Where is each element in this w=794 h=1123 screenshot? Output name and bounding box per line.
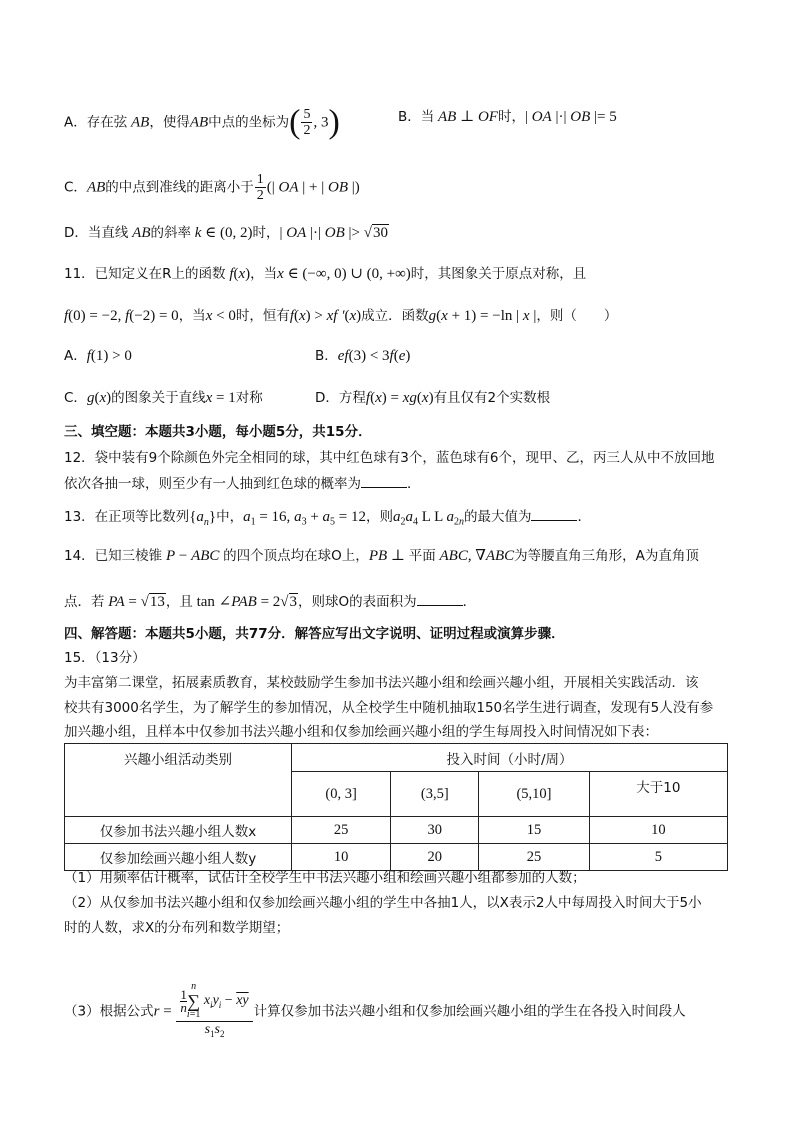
q14-line2: 点．若 PA = √13，且 tan ∠PAB = 2√3，则球O的表面积为 ． xyxy=(64,591,476,612)
table-cell: 15 xyxy=(479,817,589,844)
q11-option-d: D．方程f(x) = xg(x)有且仅有2个实数根 xyxy=(315,390,551,406)
table-cell: 25 xyxy=(292,817,391,844)
table-cell: 10 xyxy=(292,844,391,871)
table-row xyxy=(65,817,728,844)
q15-sub-1: （1）用频率估计概率，试估计全校学生中书法兴趣小组和绘画兴趣小组都参加的人数； xyxy=(64,870,586,886)
correlation-formula: $\frac{1}{n}$ n ∑ i=1 $x_iy_i - \overline{xy}$ $s_1s_2$ xyxy=(176,981,252,1042)
q10-option-c: C．AB的中点到准线的距离小于 $\frac{1}{2}$ (| OA | + | OB |) xyxy=(64,172,360,203)
q11-option-b: B．ef(3) < 3f(e) xyxy=(315,348,411,364)
table-group-header: 投入时间（小时/周） xyxy=(292,744,728,772)
table-row-label: 仅参加绘画兴趣小组人数y xyxy=(65,844,292,871)
section-4-heading: 四、解答题：本题共5小题，共77分．解答应写出文字说明、证明过程或演算步骤． xyxy=(64,626,565,642)
table-cell: 5 xyxy=(589,844,727,871)
table-col-header: 大于10 xyxy=(589,772,727,817)
q15-para-3: 加兴趣小组，且样本中仅参加书法兴趣小组和仅参加绘画兴趣小组的学生每周投入时间情况如下表： xyxy=(64,724,658,740)
q15-para-2: 校共有3000名学生，为了解学生的参加情况，从全校学生中随机抽取150名学生进行调查，发现有5人没有参 xyxy=(64,700,714,716)
answer-blank xyxy=(531,506,577,521)
section-3-heading: 三、填空题：本题共3小题，每小题5分，共15分． xyxy=(64,424,372,440)
table-col-header: (3,5] xyxy=(391,772,479,817)
table-cell: 25 xyxy=(479,844,589,871)
q11-line2: f(0) = −2, f(−2) = 0，当x < 0时，恒有f(x) > xf ′(x)成立．函数g(x + 1) = −ln | x |，则（ ） xyxy=(64,308,618,324)
q11-option-c: C．g(x)的图象关于直线x = 1对称 xyxy=(64,390,263,406)
q15-sub-2b: 时的人数，求X的分布列和数学期望； xyxy=(64,920,290,936)
q15-heading: 15．（13分） xyxy=(64,650,146,666)
q15-para-1: 为丰富第二课堂，拓展素质教育，某校鼓励学生参加书法兴趣小组和绘画兴趣小组，开展相关实践活动．该 xyxy=(64,675,699,691)
table-row-label: 仅参加书法兴趣小组人数x xyxy=(65,817,292,844)
q10-option-d: D．当直线 AB的斜率 k ∈ (0, 2)时，| OA |·| OB |> √30 xyxy=(64,225,388,241)
table-cell: 10 xyxy=(589,817,727,844)
table-col-header: (5,10] xyxy=(479,772,589,817)
table-cell: 20 xyxy=(391,844,479,871)
q11-option-a: A．f(1) > 0 xyxy=(64,348,132,364)
q13: 13．在正项等比数列$\{a_n\}$中，$a_1 = 16$, $a_3 + a_5 = 12$，则$a_2a_4$ L L $a_{2n}$的最大值为 ． xyxy=(64,506,591,533)
q14-line1: 14．已知三棱锥 P − ABC 的四个顶点均在球O上，PB ⊥ 平面 ABC, ∇ABC为等腰直角三角形，A为直角顶 xyxy=(64,548,699,564)
q15-data-table xyxy=(64,743,728,871)
answer-blank xyxy=(417,591,463,606)
answer-blank xyxy=(361,473,407,488)
q15-sub-2a: （2）从仅参加书法兴趣小组和仅参加绘画兴趣小组的学生中各抽1人，以X表示2人中每周投入时间大于5小 xyxy=(64,895,702,911)
q12-line1: 12．袋中装有9个除颜色外完全相同的球，其中红色球有3个，蓝色球有6个，现甲、乙，丙三人从中不放回地 xyxy=(64,450,715,466)
q15-sub-3: （3）根据公式r = $\frac{1}{n}$ n ∑ i=1 $x_iy_i - \overline{xy}$ $s_1s_2$ 计算仅参加书法兴趣小组和仅参加绘画兴趣小组的学生在各投入时间段人 xyxy=(64,981,686,1042)
q10-option-b: B．当 AB ⊥ OF时，| OA |·| OB |= 5 xyxy=(398,109,617,125)
q12-line2: 依次各抽一球，则至少有一人抽到红色球的概率为 ． xyxy=(64,473,421,494)
table-corner-header: 兴趣小组活动类别 xyxy=(65,744,292,817)
table-col-header: (0, 3] xyxy=(292,772,391,817)
table-row xyxy=(65,844,728,871)
table-cell: 30 xyxy=(391,817,479,844)
q11-line1: 11．已知定义在R上的函数 f(x)，当x ∈ (−∞, 0) ∪ (0, +∞)时，其图象关于原点对称，且 xyxy=(64,266,587,282)
q10-option-a: A．存在弦 AB，使得AB中点的坐标为( $\frac{5}{2}$ , 3) xyxy=(64,103,340,141)
